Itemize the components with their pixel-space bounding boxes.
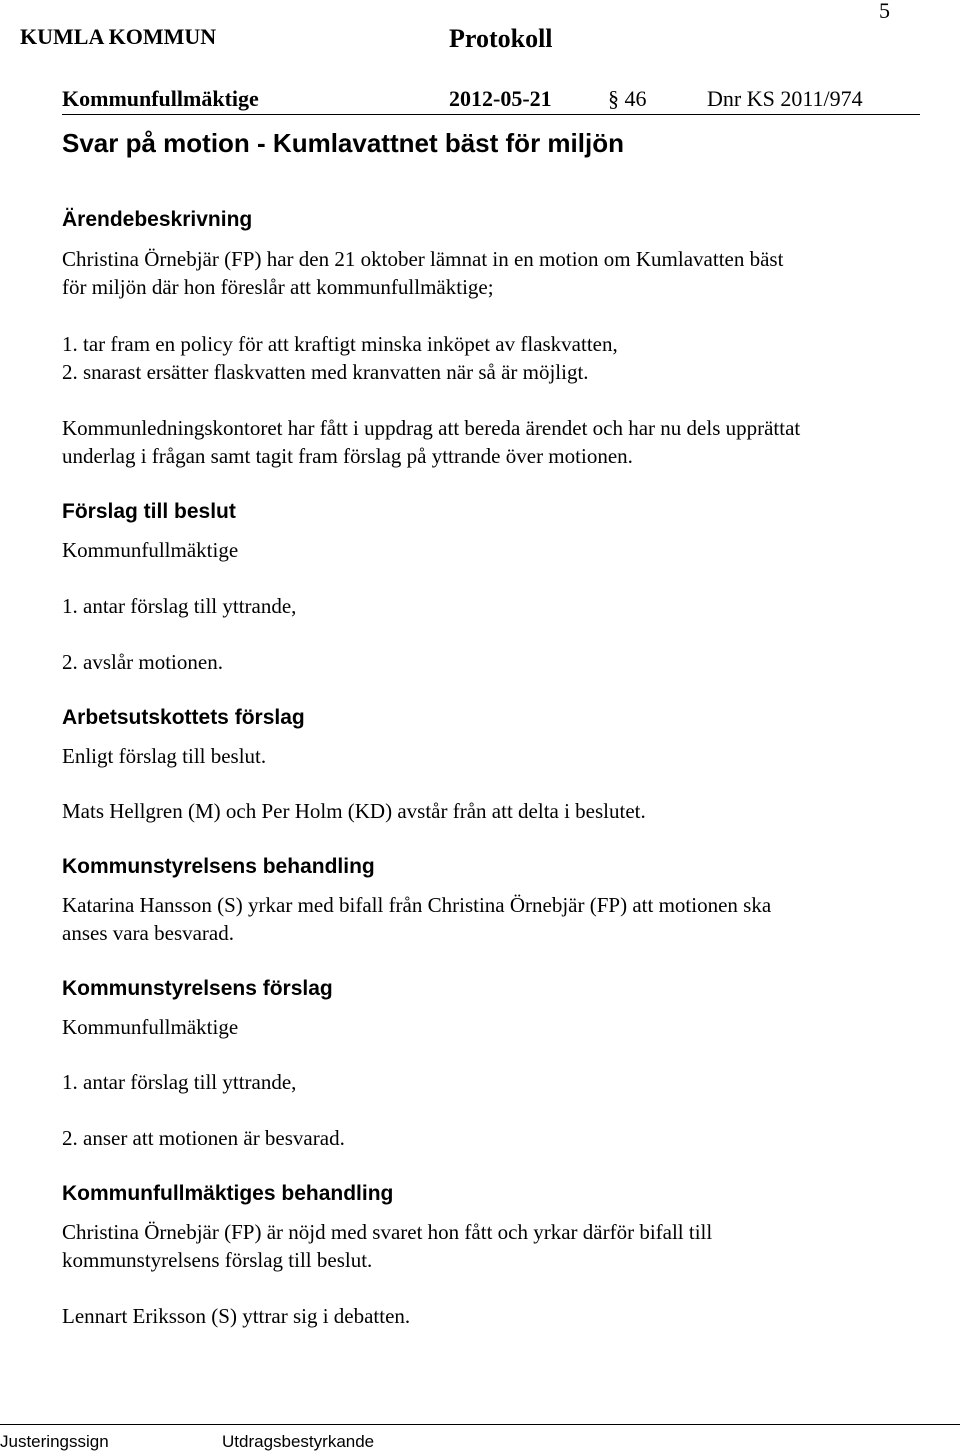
ks-behandling-line2: anses vara besvarad. [62, 921, 234, 945]
arende-list-item-2: 2. snarast ersätter flaskvatten med kranvatten när så är möjligt. [62, 360, 589, 384]
arende-paragraph-line1: Kommunledningskontoret har fått i uppdrag att bereda ärendet och har nu dels upprättat [62, 416, 801, 440]
au-line1: Enligt förslag till beslut. [62, 744, 267, 768]
section-heading-arende: Ärendebeskrivning [62, 208, 253, 231]
kf-behandling-line3: Lennart Eriksson (S) yttrar sig i debatten. [62, 1304, 411, 1328]
footer-divider [0, 1424, 960, 1425]
arende-intro-line1: Christina Örnebjär (FP) har den 21 oktober lämnat in en motion om Kumlavatten bäst [62, 247, 784, 271]
au-line2: Mats Hellgren (M) och Per Holm (KD) avstår från att delta i beslutet. [62, 799, 646, 823]
section-heading-kf-behandling: Kommunfullmäktiges behandling [62, 1182, 394, 1205]
forslag-item-1: 1. antar förslag till yttrande, [62, 594, 297, 618]
ks-behandling-line1: Katarina Hansson (S) yrkar med bifall från Christina Örnebjär (FP) att motionen ska [62, 893, 772, 917]
page-number: 5 [879, 0, 890, 23]
kf-behandling-line1: Christina Örnebjär (FP) är nöjd med svaret hon fått och yrkar därför bifall till [62, 1220, 713, 1244]
arende-intro-line2: för miljön där hon föreslår att kommunfullmäktige; [62, 275, 494, 299]
section-heading-au: Arbetsutskottets förslag [62, 706, 305, 729]
meeting-body: Kommunfullmäktige [62, 86, 259, 111]
paragraph-number: § 46 [608, 86, 647, 111]
ks-forslag-item-2: 2. anser att motionen är besvarad. [62, 1126, 345, 1150]
meeting-info-line [62, 84, 920, 115]
arende-paragraph-line2: underlag i frågan samt tagit fram förslag på yttrande över motionen. [62, 444, 633, 468]
section-heading-ks-forslag: Kommunstyrelsens förslag [62, 977, 333, 1000]
diary-number: Dnr KS 2011/974 [707, 86, 863, 111]
footer-justeringssign: Justeringssign [0, 1432, 109, 1451]
document-type: Protokoll [449, 24, 553, 53]
meeting-date: 2012-05-21 [449, 86, 552, 111]
document-title: Svar på motion - Kumlavattnet bäst för miljön [62, 128, 624, 158]
organization-name: KUMLA KOMMUN [20, 24, 217, 49]
section-heading-forslag: Förslag till beslut [62, 500, 236, 523]
footer-utdragsbestyrkande: Utdragsbestyrkande [222, 1432, 375, 1451]
section-heading-ks-behandling: Kommunstyrelsens behandling [62, 855, 375, 878]
forslag-item-2: 2. avslår motionen. [62, 650, 223, 674]
forslag-body: Kommunfullmäktige [62, 538, 239, 562]
ks-forslag-item-1: 1. antar förslag till yttrande, [62, 1070, 297, 1094]
arende-list-item-1: 1. tar fram en policy för att kraftigt minska inköpet av flaskvatten, [62, 332, 618, 356]
ks-forslag-body: Kommunfullmäktige [62, 1015, 239, 1039]
kf-behandling-line2: kommunstyrelsens förslag till beslut. [62, 1248, 373, 1272]
